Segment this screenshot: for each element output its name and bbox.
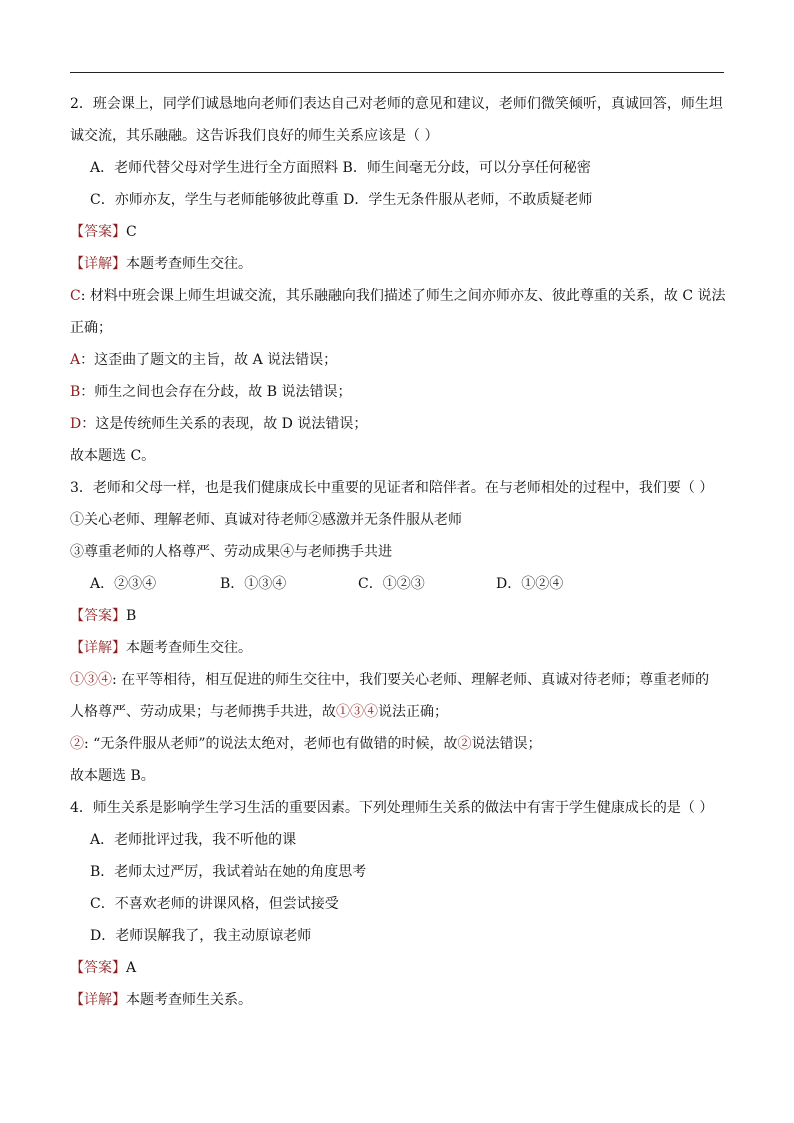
- explain-text: 说法错误；: [471, 736, 542, 752]
- option-letter: C: [70, 288, 81, 304]
- q4-option-b: B．老师太过严厉，我试着站在她的角度思考: [90, 864, 367, 880]
- header-rule: [70, 72, 724, 73]
- explain-text: : 材料中班会课上师生坦诚交流，其乐融融向我们描述了师生之间亦师亦友、彼此尊重的关系，故 C 说法: [80, 288, 726, 304]
- explain-text: ：这歪曲了题文的主旨，故 A 说法错误；: [80, 352, 338, 368]
- q4-option-a: A．老师批评过我，我不听他的课: [90, 832, 297, 848]
- q2-explain-c-line2: 正确；: [70, 320, 112, 336]
- option-marks: ②: [457, 736, 472, 752]
- answer-tag: 【答案】: [70, 960, 126, 976]
- option-letter: B: [70, 384, 81, 400]
- q2-explain-a: [70, 344, 724, 376]
- q4-option-c: C．不喜欢老师的讲课风格，但尝试接受: [90, 896, 339, 912]
- option-letter: D: [70, 416, 82, 432]
- q3-stem: 3．老师和父母一样，也是我们健康成长中重要的见证者和陪伴者。在与老师相处的过程中，我们要（ ）: [70, 480, 714, 496]
- q2-detail: [70, 248, 724, 280]
- q2-stem-line2: 诚交流，其乐融融。这告诉我们良好的师生关系应该是（ ）: [70, 128, 439, 144]
- explain-text: ：师生之间也会存在分歧，故 B 说法错误；: [80, 384, 352, 400]
- detail-text: 本题考查师生关系。: [126, 992, 252, 1008]
- q2-explain-d: [70, 408, 724, 440]
- q3-option-b: B．①③④: [220, 576, 287, 592]
- option-marks: ①③④: [70, 672, 112, 688]
- detail-tag: 【详解】: [70, 992, 126, 1008]
- answer-value: A: [126, 960, 137, 976]
- q2-answer: [70, 216, 724, 248]
- q3-conclusion: 故本题选 B。: [70, 768, 155, 784]
- q3-items-line1: ①关心老师、理解老师、真诚对待老师②感激并无条件服从老师: [70, 512, 462, 528]
- detail-text: 本题考查师生交往。: [126, 640, 252, 656]
- q3-explain-2: [70, 728, 724, 760]
- q3-detail: [70, 632, 724, 664]
- q2-options-line1: A．老师代替父母对学生进行全方面照料 B．师生间毫无分歧，可以分享任何秘密: [90, 160, 591, 176]
- q3-option-a: A．②③④: [90, 576, 157, 592]
- option-marks: ②: [70, 736, 84, 752]
- q3-explain-1-line1: [70, 664, 724, 696]
- q3-answer: [70, 600, 724, 632]
- answer-tag: 【答案】: [70, 224, 126, 240]
- q2-stem-line1: 2．班会课上，同学们诚恳地向老师们表达自己对老师的意见和建议，老师们微笑倾听，真诚回答，师生坦: [70, 96, 723, 112]
- explain-text: : “无条件服从老师”的说法太绝对，老师也有做错的时候，故: [84, 736, 458, 752]
- q4-answer: [70, 952, 724, 984]
- q3-options: [70, 568, 724, 600]
- option-marks: ①③④: [336, 704, 378, 720]
- detail-tag: 【详解】: [70, 640, 126, 656]
- q4-option-d: D．老师误解我了，我主动原谅老师: [90, 928, 312, 944]
- answer-tag: 【答案】: [70, 608, 126, 624]
- explain-text: 人格尊严、劳动成果；与老师携手共进，故: [70, 704, 336, 720]
- detail-text: 本题考查师生交往。: [126, 256, 252, 272]
- q4-detail: [70, 984, 724, 1016]
- q2-conclusion: 故本题选 C。: [70, 448, 156, 464]
- q3-option-c: C．①②③: [358, 576, 425, 592]
- q4-stem: 4．师生关系是影响学生学习生活的重要因素。下列处理师生关系的做法中有害于学生健康成长的是（ ）: [70, 800, 714, 816]
- answer-value: B: [126, 608, 137, 624]
- explain-text: : 在平等相待，相互促进的师生交往中，我们要关心老师、理解老师、真诚对待老师；尊重老师的: [112, 672, 710, 688]
- q3-items-line2: ③尊重老师的人格尊严、劳动成果④与老师携手共进: [70, 544, 392, 560]
- q2-options-line2: C．亦师亦友，学生与老师能够彼此尊重 D．学生无条件服从老师，不敢质疑老师: [90, 192, 593, 208]
- explain-text: ：这是传统师生关系的表现，故 D 说法错误；: [81, 416, 368, 432]
- detail-tag: 【详解】: [70, 256, 126, 272]
- option-letter: A: [70, 352, 81, 368]
- answer-value: C: [126, 224, 137, 240]
- document-body: [70, 88, 724, 1016]
- explain-text: 说法正确；: [378, 704, 448, 720]
- q3-option-d: D．①②④: [496, 576, 564, 592]
- q2-explain-c-line1: [70, 280, 724, 312]
- q2-explain-b: [70, 376, 724, 408]
- q3-explain-1-line2: [70, 696, 724, 728]
